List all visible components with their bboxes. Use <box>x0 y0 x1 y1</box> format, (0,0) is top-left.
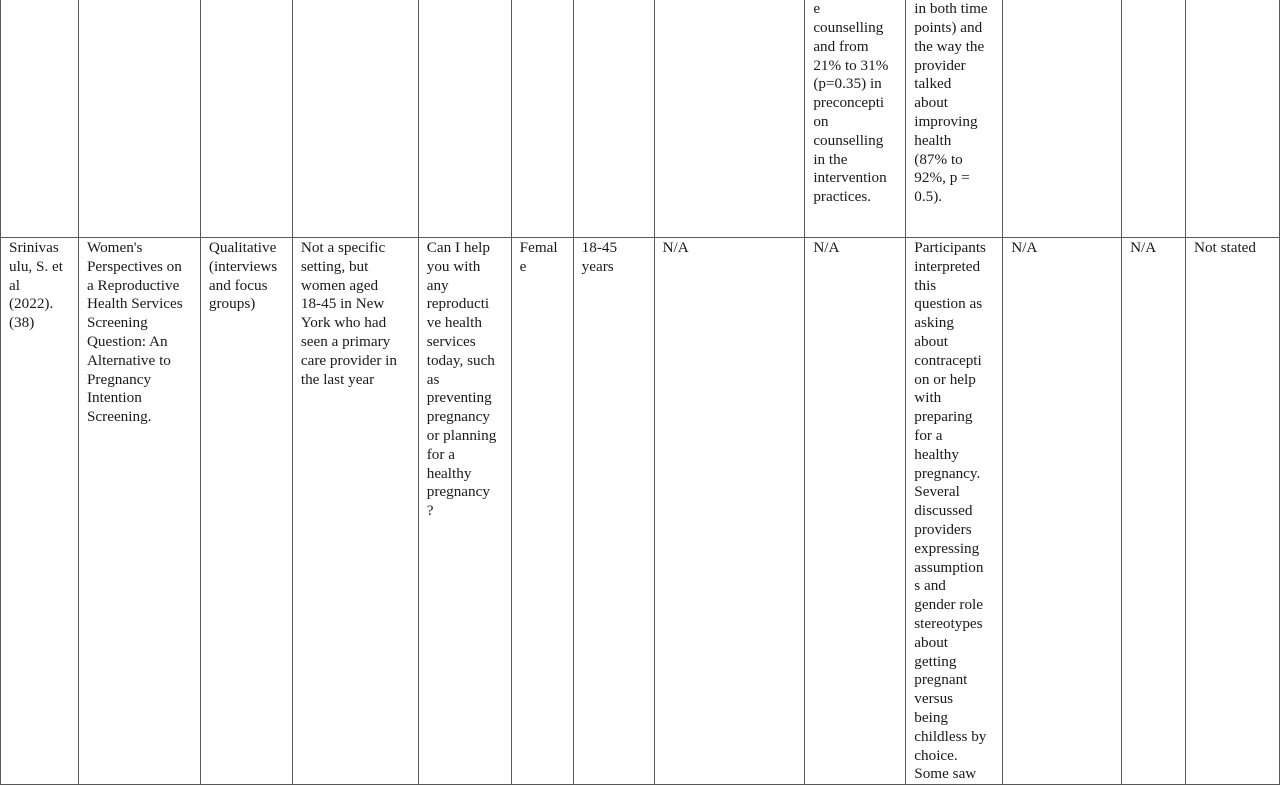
table-cell <box>573 0 654 238</box>
table-cell-setting <box>292 238 418 785</box>
table-cell-sex <box>511 238 573 785</box>
cell-text: N/A <box>662 239 689 256</box>
table-cell <box>200 0 292 238</box>
table-cell <box>1186 0 1280 238</box>
table-cell <box>1003 0 1122 238</box>
table-cell <box>78 0 200 238</box>
cell-text <box>512 207 573 237</box>
table-cell <box>418 0 511 238</box>
table-cell <box>1003 238 1122 785</box>
table-cell <box>1 0 79 238</box>
table-cell-findings <box>906 238 1003 785</box>
table-cell-question <box>418 238 511 785</box>
table-cell <box>1122 0 1186 238</box>
cell-text <box>655 207 805 237</box>
cell-text: Not a specific setting, but women aged 18-45 in New York who had seen a primary care provider in the last year <box>300 239 397 388</box>
table-cell <box>1122 238 1186 785</box>
cell-text: 18-45 years <box>581 239 618 275</box>
table-cell <box>654 0 805 238</box>
cell-text <box>79 207 200 237</box>
table-row <box>1 238 1280 785</box>
table-cell <box>805 238 906 785</box>
cell-text: Can I help you with any reproducti ve health services today, such as preventing pregnancy or planning for a healthy pregnancy ? <box>426 239 497 520</box>
cell-text: Srinivas ulu, S. et al (2022). (38) <box>9 239 64 332</box>
table-row <box>1 0 1280 238</box>
cell-text: N/A <box>813 239 840 256</box>
table-cell <box>511 0 573 238</box>
cell-text <box>574 207 654 237</box>
table-cell <box>906 0 1003 238</box>
table-cell <box>654 238 805 785</box>
cell-text: e counselling and from 21% to 31% (p=0.35) in preconcepti on counselling in the intervention practices. <box>813 0 889 206</box>
cell-text: N/A <box>1011 239 1038 256</box>
cell-text: Qualitative (interviews and focus groups) <box>208 239 278 313</box>
cell-text: Not stated <box>1194 239 1257 256</box>
table-cell-author <box>1 238 79 785</box>
cell-text <box>419 207 511 237</box>
cell-text <box>1186 207 1279 237</box>
cell-text <box>293 207 418 237</box>
table-cell <box>292 0 418 238</box>
cell-text: Women's Perspectives on a Reproductive Health Services Screening Question: An Alternative to Pregnancy Intention Screening. <box>86 239 183 426</box>
table-cell <box>805 0 906 238</box>
table-cell <box>1186 238 1280 785</box>
table-cell-design <box>200 238 292 785</box>
cell-text: Femal e <box>519 239 558 275</box>
cell-text: Participants interpreted this question as asking about contracepti on or help with preparing for a healthy pregnancy. Several discussed providers expressing assumption s and gender role stereotypes about getting pregnant versus being childless by choice. Some saw <box>914 239 987 783</box>
cell-text <box>1 207 78 237</box>
cell-text: N/A <box>1130 239 1157 256</box>
cell-text <box>1122 207 1185 237</box>
cell-text: in both time points) and the way the provider talked about improving health (87% to 92%, p = 0.5). <box>914 0 988 206</box>
cell-text <box>201 207 292 237</box>
cell-text <box>1003 207 1121 237</box>
table-cell-age <box>573 238 654 785</box>
table-cell-title <box>78 238 200 785</box>
